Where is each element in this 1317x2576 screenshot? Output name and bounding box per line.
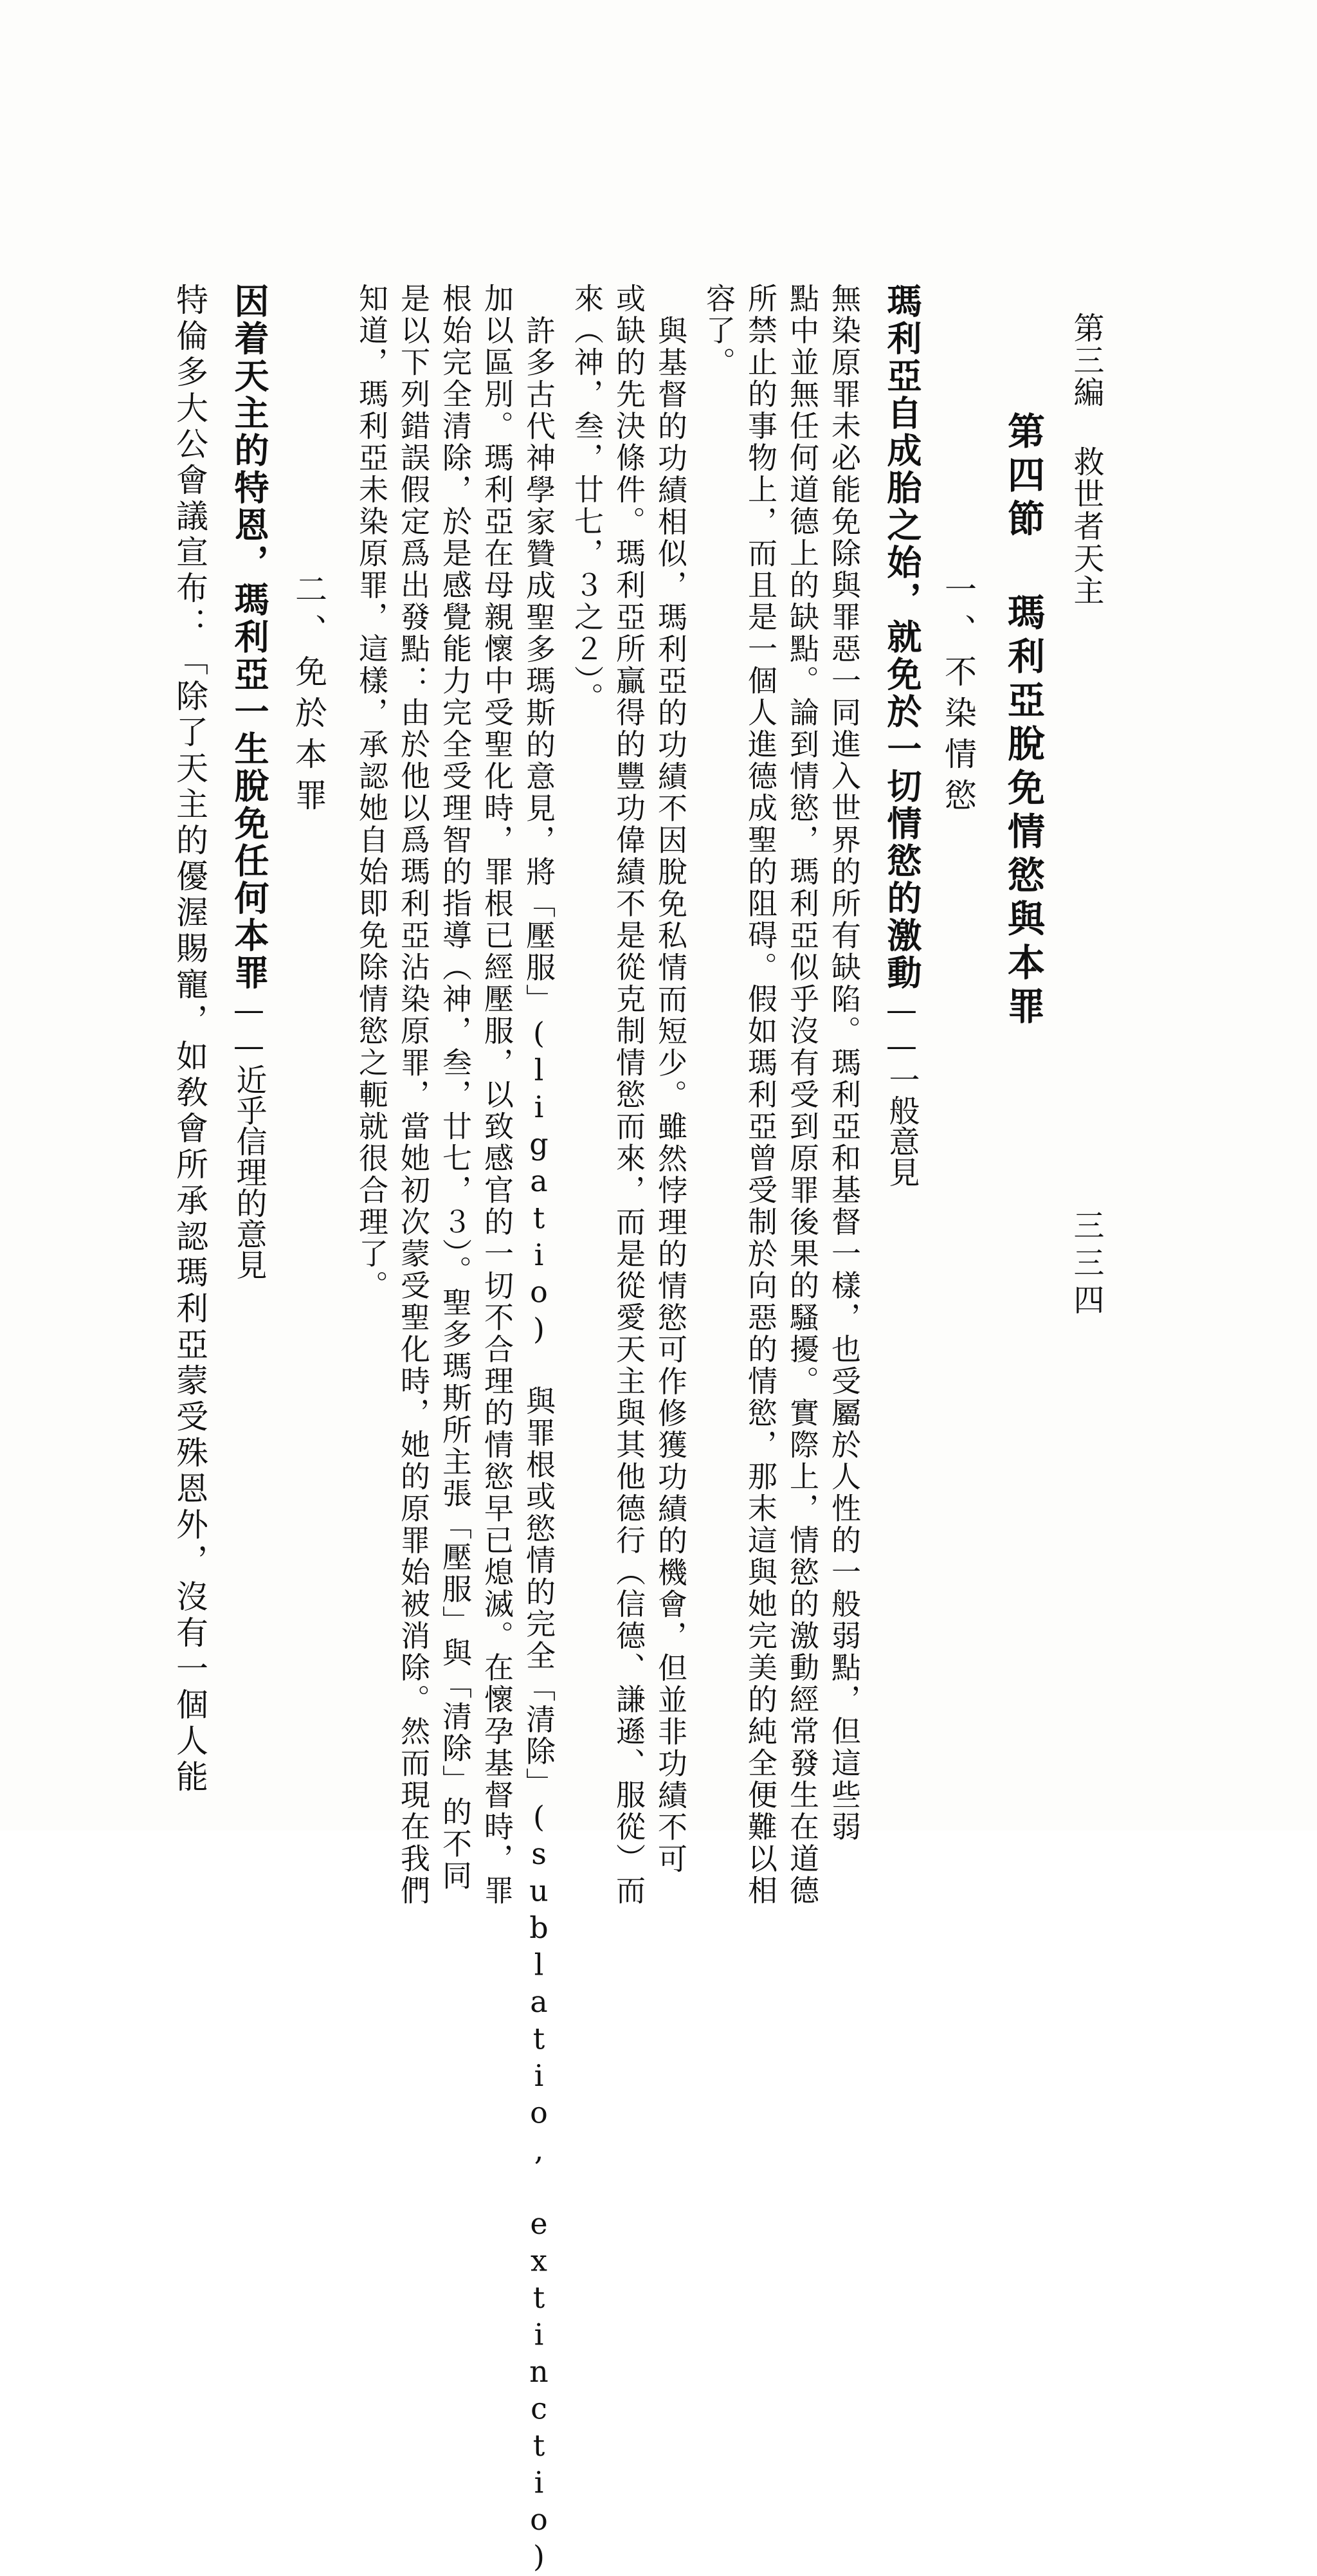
paragraph-line: 與基督的功績相似，瑪利亞的功績不因脫免私情而短少。雖然悖理的情慾可作修獲功績的機會，但並非功績不可 [653, 315, 688, 1876]
part2-subheading-tail: ——近乎信理的意見 [231, 992, 267, 1280]
paragraph-line: 或缺的先決條件。瑪利亞所贏得的豐功偉績不是從克制情慾而來，而是從愛天主與其他德行（信德、謙遜、服從）而 [612, 283, 646, 1907]
part2-heading: 二、免於本罪 [290, 572, 327, 819]
paragraph-line: 容了。 [702, 283, 736, 379]
part1-subheading-tail: ——一般意見 [884, 992, 920, 1187]
part1-subheading [882, 283, 922, 1187]
part1-subheading-bold: 瑪利亞自成胎之始，就免於一切情慾的激動 [882, 283, 922, 992]
paragraph-line: 知道，瑪利亞未染原罪，這樣，承認她自始即免除情慾之軛就很合理了。 [354, 283, 389, 1302]
paragraph-line: 來（神，叁，廿七，３之２）。 [570, 283, 604, 714]
paragraph-line: 無染原罪未必能免除與罪惡一同進入世界的所有缺陷。瑪利亞和基督一樣，也受屬於人性的一般弱點，但這些弱 [827, 283, 862, 1843]
paragraph-line: 許多古代神學家贊成聖多瑪斯的意見，將「壓服」(ligatio) 與罪根或慾情的完全「清除」(sublatio, extinctio) [522, 315, 556, 2576]
part2-subheading-bold: 因着天主的特恩，瑪利亞一生脫免任何本罪 [229, 283, 269, 992]
part1-heading: 一、不染情慾 [940, 572, 977, 819]
running-header-section: 第三編 救世者天主 [1068, 312, 1104, 607]
paragraph-line: 根始完全清除，於是感覺能力完全受理智的指導（神，叁，廿七，３）。聖多瑪斯所主張「壓服」與「清除」的不同 [438, 283, 473, 1892]
paragraph-line: 是以下列錯誤假定爲出發點：由於他以爲瑪利亞沾染原罪，當她初次蒙受聖化時，她的原罪始被消除。然而現在我們 [396, 283, 431, 1907]
section-title: 第四節 瑪利亞脫免情慾與本罪 [1001, 412, 1045, 1030]
paragraph-line: 加以區別。瑪利亞在母親懷中受聖化時，罪根已經壓服，以致感官的一切不合理的情慾早已熄滅。在懷孕基督時，罪 [480, 283, 514, 1907]
page-number: 三三四 [1068, 1209, 1104, 1321]
paragraph-line: 所禁止的事物上，而且是一個人進德成聖的阻碍。假如瑪利亞曾受制於向惡的情慾，那末這與她完美的純全便難以相 [743, 283, 778, 1907]
paragraph-line: 點中並無任何道德上的缺點。論到情慾，瑪利亞似乎沒有受到原罪後果的騷擾。實際上，情慾的激動經常發生在道德 [785, 283, 820, 1907]
paragraph-line: 特倫多大公會議宣布：「除了天主的優渥賜寵，如敎會所承認瑪利亞蒙受殊恩外，沒有一個人能 [171, 283, 208, 1796]
part2-subheading [229, 283, 269, 1280]
